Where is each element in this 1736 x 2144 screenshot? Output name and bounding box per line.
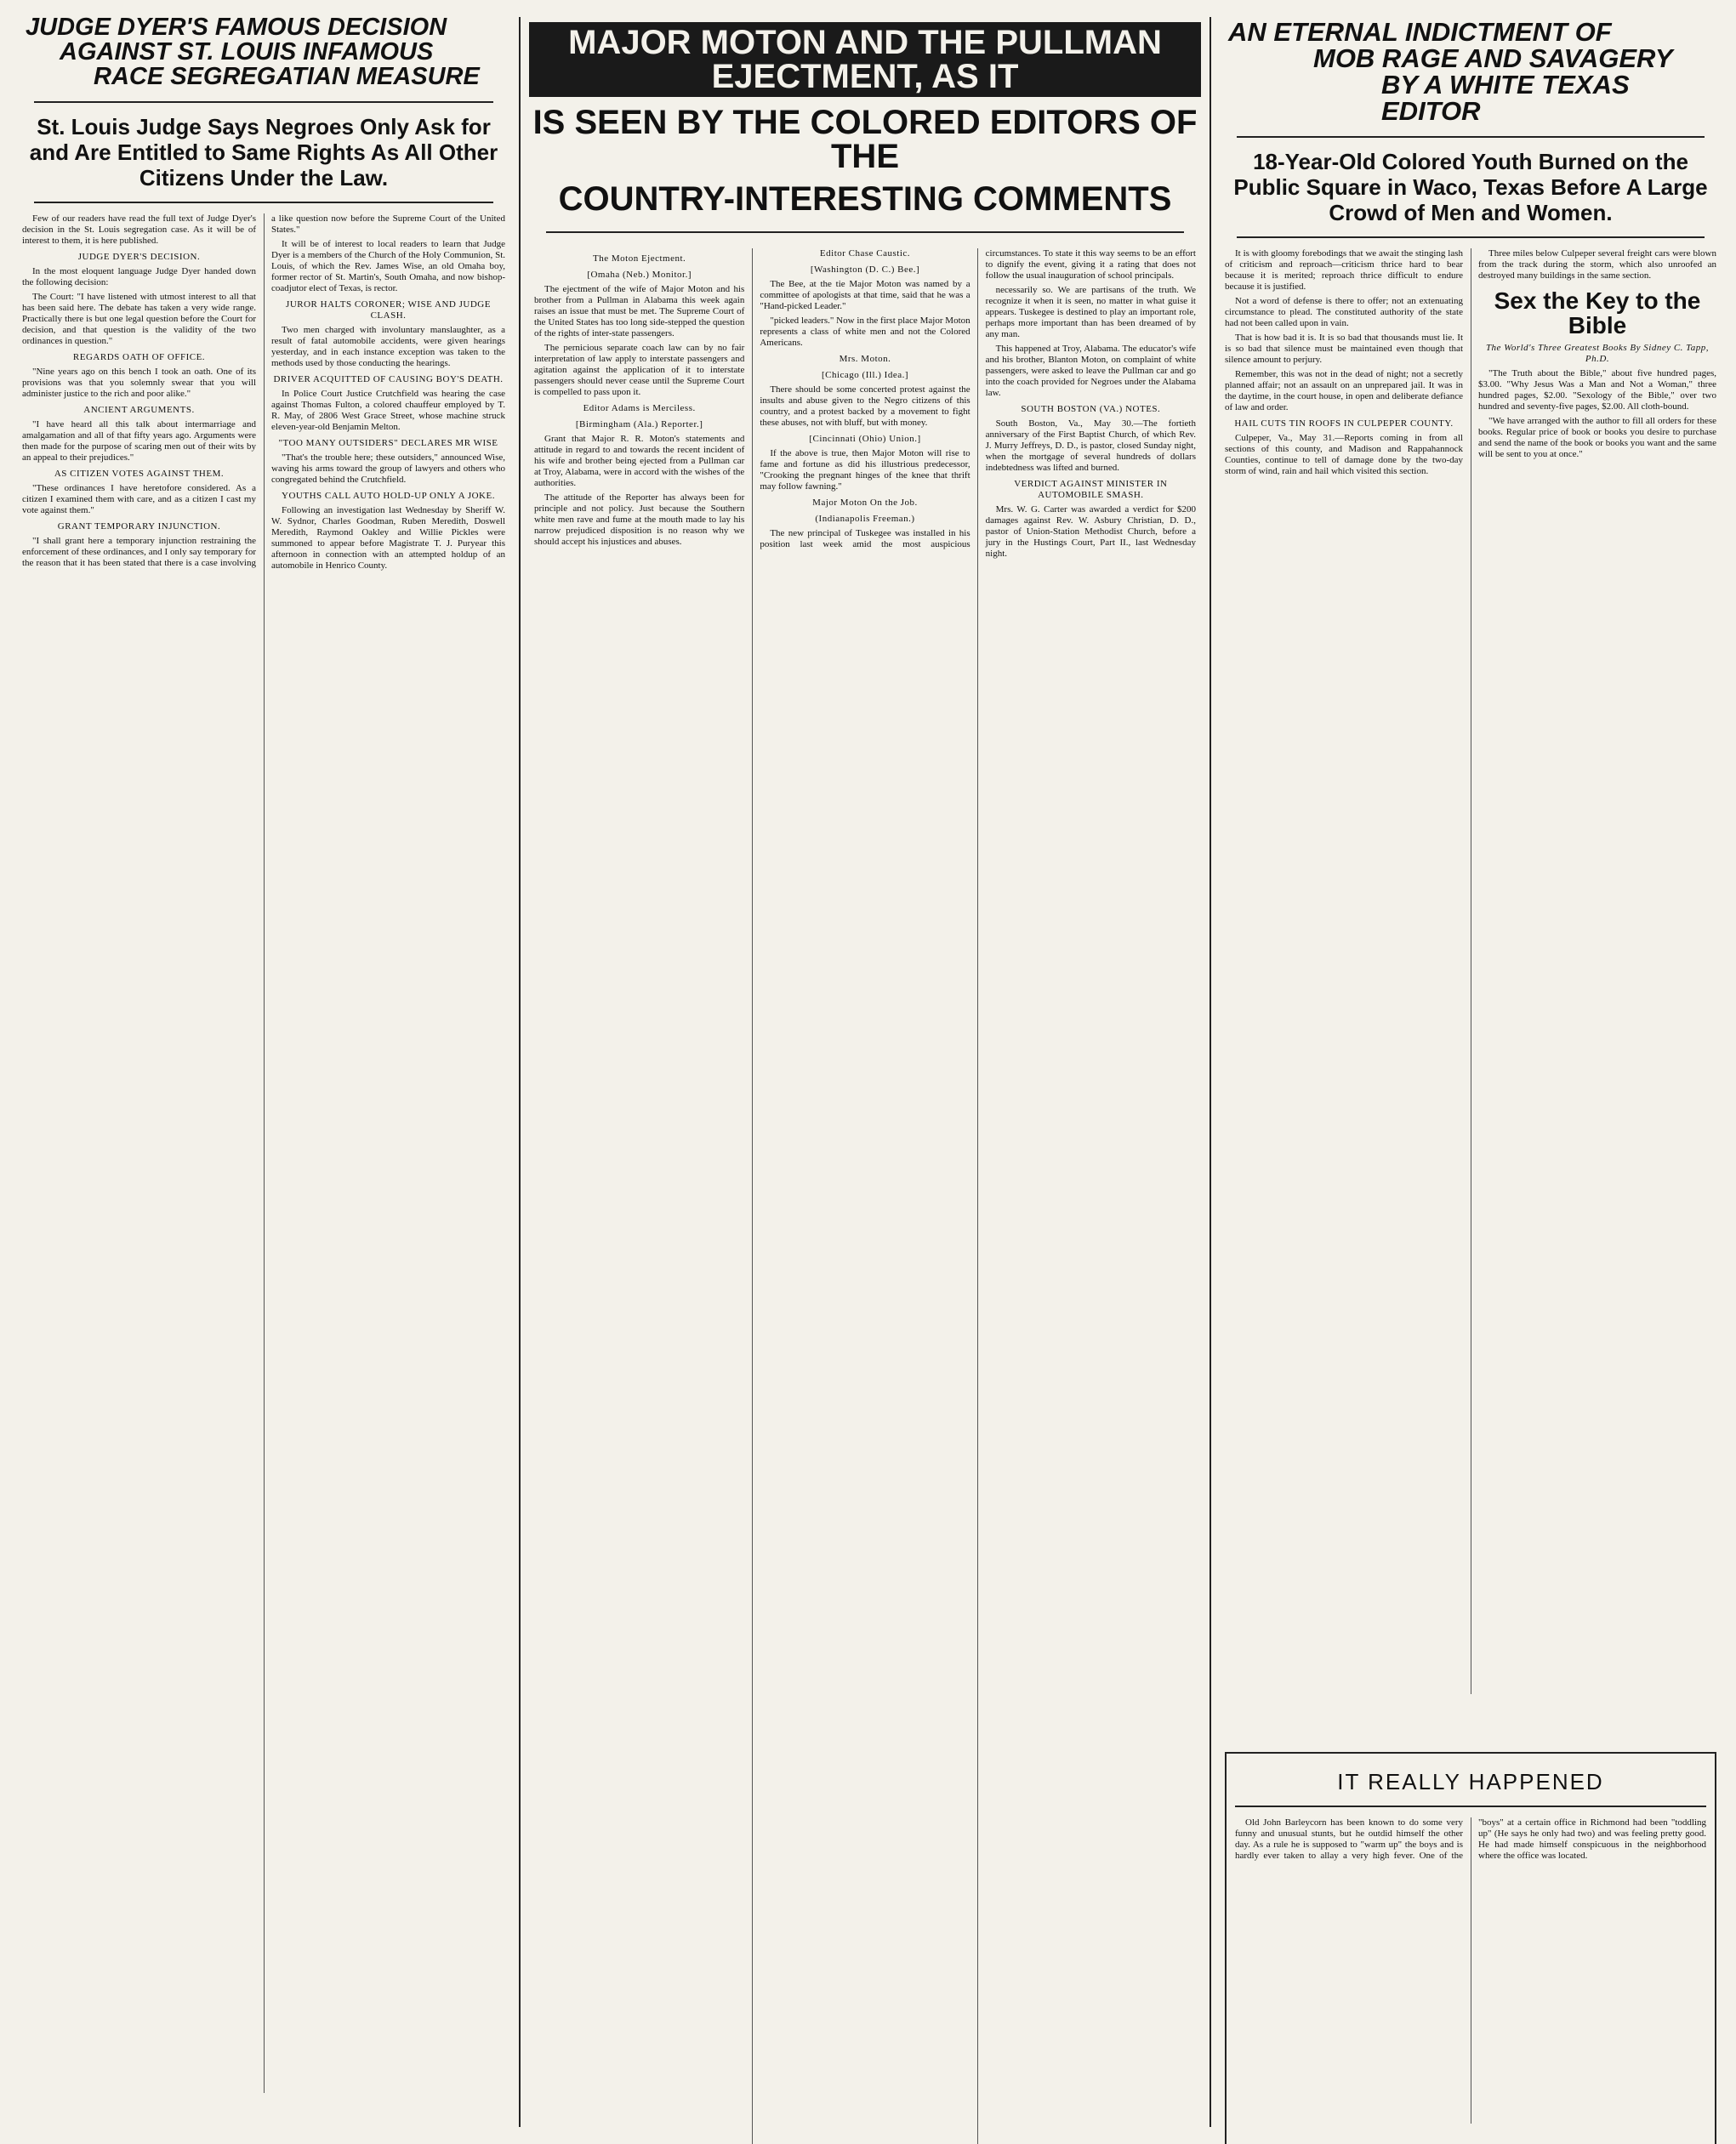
middle-p6: "picked leaders." Now in the first place Major Moton represents a class of white men and not the Colored Americans. (760, 316, 970, 348)
left-p10: "That's the trouble here; these outsiders," announced Wise, waving his arms toward the group of lawyers and others who congregated behind the Crutchfield. (271, 452, 505, 485)
middle-source-6: (Indianapolis Freeman.) (815, 514, 915, 524)
left-p2: The Court: "I have listened with utmost interest to all that has been said here. The debate has taken a very wide range. Practically there is but one legal question before the Court for decision, and that question is the validity of the two ordinances in question." (22, 291, 256, 346)
left-p9: In Police Court Justice Crutchfield was hearing the case against Thomas Fulton, a colored chauffeur employed by T. R. May, of 2806 West Grace Street, whose machine struck eleven-year-old Benjamin Melton. (271, 388, 505, 432)
middle-source-1: [Omaha (Neb.) Monitor.] (587, 270, 692, 280)
left-headline-line-1: JUDGE DYER'S FAMOUS DECISION (26, 14, 447, 41)
right-subhead: 18-Year-Old Colored Youth Burned on the Public Square in Waco, Texas Before A Large Crowd of Men and Women. (1233, 149, 1708, 225)
middle-source-4: [Chicago (Ill.) Idea.] (821, 370, 908, 380)
left-section-7: DRIVER ACQUITTED OF CAUSING BOY'S DEATH. (273, 373, 504, 384)
right-p9: Old John Barleycorn has been known to do some very funny and unusual stunts, but he outdid himself the other day. As a rule he is supposed to "warm up" the boys and is hardly ever taken to allay a very high fever. One of the "boys" at a certain office in Richmond had been "toddling up" (He says he only had two) and was feeling pretty good. He had made himself conspicuous in the neighborhood where the office was located. (1235, 1817, 1706, 1861)
middle-p3: Grant that Major R. R. Moton's statements and attitude in regard to and towards the recent incident of his wife and brother being ejected from a Pullman car at Troy, Alabama, were in accord with the wishes of the authorities. (534, 434, 745, 488)
right-body (1220, 248, 1722, 1694)
left-p1: In the most eloquent language Judge Dyer handed down the following decision: (22, 265, 256, 287)
right-p7: "The Truth about the Bible," about five hundred pages, $3.00. "Why Jesus Was a Man and Not a Woman," three hundred pages, $2.00. "Sexology of the Bible," over two hundred and seventy-five pages, $2.00. All cloth-bound. (1478, 368, 1716, 412)
middle-source-2: [Birmingham (Ala.) Reporter.] (575, 419, 703, 429)
middle-p7: There should be some concerted protest against the insults and abuse given to the Negro citizens of this country, and a protest backed by a movement to fight these abuses, not with bluff, but with money. (760, 384, 970, 428)
middle-p11: This happened at Troy, Alabama. The educator's wife and his brother, Blanton Moton, on complaint of white passengers, were asked to leave the Pullman car and go into the coach provided for Negroes under the Alabama law. (985, 344, 1196, 398)
middle-p13: Mrs. W. G. Carter was awarded a verdict for $200 damages against Rev. W. Asbury Christian, D. D., pastor of Union-Station Methodist Church, before a jury in the Hustings Court, Part II., last Wednesday night. (985, 504, 1196, 559)
left-article (17, 0, 510, 2144)
right-headline-line-2: MOB RAGE AND SAVAGERY (1313, 43, 1673, 73)
right-headline (1220, 19, 1722, 124)
column-rule-1 (519, 17, 521, 2127)
right-p6: Three miles below Culpeper several freight cars were blown from the track during the storm, which also unroofed an destroyed many buildings in the same section. (1478, 247, 1716, 281)
middle-body (529, 248, 1201, 2144)
left-section-9: YOUTHS CALL AUTO HOLD-UP ONLY A JOKE. (282, 490, 495, 501)
left-p11: Following an investigation last Wednesday by Sheriff W. W. Sydnor, Charles Goodman, Ruben Meredith, Doswell Meredith, Raymond Oakley and Willie Pickles were summoned to appear before Magistrate T. J. Puryear this afternoon in connection with an attempted holdup of an automobile in Henrico County. (271, 504, 505, 571)
right-article (1220, 0, 1722, 2144)
left-headline (17, 15, 510, 89)
right-p8: "We have arranged with the author to fill all orders for these books. Regular price of book or books you desire to purchase and send the name of the book or books you want and the same will be sent to you at once." (1478, 416, 1716, 460)
left-p6: "I shall grant here a temporary injunction restraining the enforcement of these ordinances, and I only say temporary for the reason that it has been stated that there is a case involving a like question now before the Supreme Court of the United States." (22, 213, 505, 568)
left-section-6: JUROR HALTS CORONER; WISE AND JUDGE CLASH. (286, 299, 491, 321)
box-title: IT REALLY HAPPENED (1235, 1762, 1706, 1807)
middle-source-3: [Washington (D. C.) Bee.] (810, 264, 920, 275)
left-body (17, 213, 510, 2093)
right-section-1: HAIL CUTS TIN ROOFS IN CULPEPER COUNTY. (1234, 418, 1454, 429)
left-headline-line-2: AGAINST ST. LOUIS INFAMOUS (60, 38, 434, 65)
middle-section-3: Editor Chase Caustic. (819, 248, 911, 259)
right-p2: Not a word of defense is there to offer; not an extenuating circumstance to plead. The constituted authority of the state had not been called upon in vain. (1225, 295, 1463, 328)
bible-subtitle: The World's Three Greatest Books By Sidney C. Tapp, Ph.D. (1485, 343, 1710, 365)
right-p3: That is how bad it is. It is so bad that thousands must lie. It is so bad that silence must be maintained even though that silence amount to perjury. (1225, 332, 1463, 365)
left-p7: It will be of interest to local readers to learn that Judge Dyer is a members of the Church of the Holy Communion, St. Louis, of which the Rev. James Wise, an old Omaha boy, former rector of St. Martin's, South Omaha, and now bishop-coadjutor elect of Texas, is rector. (271, 238, 505, 293)
middle-section-8: VERDICT AGAINST MINISTER IN AUTOMOBILE SMASH. (1014, 479, 1168, 500)
left-p4: "I have heard all this talk about intermarriage and amalgamation and all of that fifty years ago. Arguments were then made for the purpose of scaring men out of their wits by an appeal to their prejudices." (22, 418, 256, 463)
right-p5: Culpeper, Va., May 31.—Reports coming in from all sections of this county, and Madison and Rappahannock Counties, continue to tell of damage done by the two-day storm of wind, rain and hail which visited this section. (1225, 432, 1463, 476)
middle-p2: The pernicious separate coach law can by no fair interpretation of law apply to interstate passengers and agitation against the application of it to interstate passengers should never cease until the Supreme Court is compelled to pass upon it. (534, 343, 745, 397)
left-p3: "Nine years ago on this bench I took an oath. One of its provisions was that you solemnly swear that you will administer justice to the rich and poor alike." (22, 366, 256, 399)
left-intro: Few of our readers have read the full text of Judge Dyer's decision in the St. Louis segregation case. As it will be of interest to them, it is here published. (22, 213, 256, 246)
middle-section-1: The Moton Ejectment. (593, 253, 686, 264)
right-p1: It is with gloomy forebodings that we await the stinging lash of criticism and reproach—criticism thrice hard to bear because it is merited; reproach thrice difficult to endure because it is justified. (1225, 247, 1463, 292)
left-p5: "These ordinances I have heretofore considered. As a citizen I examined them with care, and as a citizen I cast my vote against them." (22, 482, 256, 515)
right-p4: Remember, this was not in the dead of night; not a secretly planned affair; not an assault on an unprepared jail. It was in the daytime, in the court house, in open and deliberate defiance of law and order. (1225, 368, 1463, 412)
middle-section-5: [Cincinnati (Ohio) Union.] (809, 434, 921, 444)
middle-p5: The Bee, at the tie Major Moton was named by a committee of apologists at that time, said that he was a "Hand-picked Leader." (760, 279, 970, 311)
middle-p12: South Boston, Va., May 30.—The fortieth anniversary of the First Baptist Church, of which Rev. J. Murry Jeffreys, D. D., is pastor, closed Sunday night, when the mortgage of several hundreds of dollars indebtedness was lifted and burned. (985, 418, 1196, 473)
left-section-3: ANCIENT ARGUMENTS. (83, 404, 195, 415)
middle-section-4: Mrs. Moton. (839, 354, 891, 364)
middle-headline (529, 22, 1201, 216)
middle-headline-line-1: MAJOR MOTON AND THE PULLMAN EJECTMENT, AS IT (529, 22, 1201, 97)
box-body (1235, 1817, 1706, 2124)
left-headline-line-3: RACE SEGREGATIAN MEASURE (94, 63, 480, 90)
middle-p9: The new principal of Tuskegee was installed in his position last week amid the most auspicious circumstances. To state it this way seems to be an effort to dignify the event, giving it a rating that does not follow the usual inauguration of school principals. (760, 248, 1196, 549)
right-headline-line-1: AN ETERNAL INDICTMENT OF (1228, 17, 1612, 47)
left-subhead: St. Louis Judge Says Negroes Only Ask for and Are Entitled to Same Rights As All Other Citizens Under the Law. (29, 114, 498, 191)
left-section-1: JUDGE DYER'S DECISION. (77, 251, 201, 262)
left-section-4: AS CITIZEN VOTES AGAINST THEM. (54, 468, 225, 479)
column-rule-2 (1210, 17, 1211, 2127)
left-section-8: "TOO MANY OUTSIDERS" DECLARES MR WISE (278, 437, 498, 448)
middle-headline-line-2: IS SEEN BY THE COLORED EDITORS OF THE (532, 104, 1198, 175)
left-p8: Two men charged with involuntary manslaughter, as a result of fatal automobile accidents, were given hearings yesterday, and in each instance exception was taken to the methods used by those conducting the hearings. (271, 324, 505, 368)
middle-section-7: SOUTH BOSTON (VA.) NOTES. (1021, 404, 1161, 414)
middle-p4: The attitude of the Reporter has always been for principle and not policy. Just because the Southern white men rave and fume at the mouth made to lay his narrow prejudiced disposition is no reason why we should accept his injustices and abuses. (534, 492, 745, 547)
left-section-5: GRANT TEMPORARY INJUNCTION. (57, 520, 221, 532)
middle-p8: If the above is true, then Major Moton will rise to fame and fortune as did his illustrious predecessor, "Crooking the pregnant hinges of the knee that thrift may follow fawning." (760, 448, 970, 492)
it-really-happened-box (1225, 1752, 1716, 2144)
right-headline-line-3: BY A WHITE TEXAS EDITOR (1381, 70, 1630, 126)
middle-headline-line-3: COUNTRY-INTERESTING COMMENTS (558, 180, 1172, 218)
bible-title: Sex the Key to the Bible (1494, 287, 1701, 339)
middle-section-6: Major Moton On the Job. (812, 498, 918, 508)
middle-p10: necessarily so. We are partisans of the truth. We recognize it when it is seen, no matter in what guise it appears. Tuskegee is destined to play an important role, perhaps more important than has been dreamed of by any man. (985, 285, 1196, 339)
middle-section-2: Editor Adams is Merciless. (583, 403, 696, 413)
left-section-2: REGARDS OATH OF OFFICE. (72, 351, 206, 362)
middle-p1: The ejectment of the wife of Major Moton and his brother from a Pullman in Alabama this week again raises an issue that must be met. The Supreme Court of the United States has too long side-stepped the question of the rights of inter-state passengers. (534, 284, 745, 338)
middle-article (529, 0, 1201, 2144)
